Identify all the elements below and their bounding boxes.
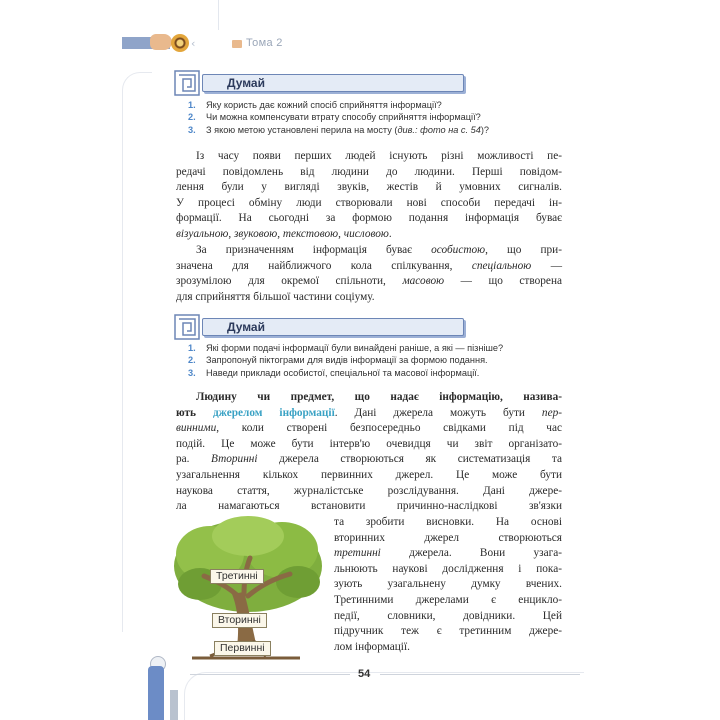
text-span: . Дані джерела можуть бути (334, 406, 542, 419)
question-item (188, 99, 489, 111)
term-special: спеціальною (471, 259, 532, 272)
text-line: вторинних джерел створюються (334, 531, 562, 544)
text-line (176, 243, 562, 259)
question-text: Яку користь дає кожний спосіб сприйняття інформації? (206, 100, 442, 110)
think-title-tab (202, 74, 464, 92)
text-line: Людину чи предмет, що надає інформацію, назива- (196, 391, 562, 403)
hand-icon (150, 34, 172, 50)
question-reference: див.: фото на с. 54 (397, 124, 481, 135)
text-span: , коли створені безпосередньо свідками під час (216, 422, 562, 435)
text-line: ла намагаються встановити причинно-наслідкові зв'язки (176, 500, 562, 513)
text-line: подій. Це може бути інтерв'ю очевидця чи звіт організато- (176, 437, 562, 450)
tree-label-primary: Первинні (214, 641, 271, 656)
text-line (176, 452, 562, 468)
separator: , (277, 227, 283, 240)
question-item (188, 111, 489, 123)
page-number: 54 (358, 668, 371, 680)
text-line: узагальнення кількох первинних джерел. Це може бути (176, 468, 562, 481)
term-text: текстовою (282, 227, 339, 240)
term-secondary: Вторинні (211, 453, 258, 466)
paragraph-2 (176, 243, 562, 305)
text-span: — що створена (444, 275, 563, 288)
question-text: Які форми подачі інформації були винайдені раніше, а які — пізніше? (206, 343, 504, 353)
question-number: 1. (188, 100, 196, 110)
text-span: За призначенням інформація буває (196, 244, 432, 256)
question-text: Наведи приклади особистої, спеціальної та масової інформації. (206, 367, 480, 378)
maze-icon (174, 314, 200, 340)
frame-line-left (122, 72, 152, 632)
think-title: Думай (227, 76, 265, 90)
text-span: — (531, 259, 562, 272)
term-mass: масовою (402, 275, 445, 288)
separator: , (338, 227, 344, 240)
text-line: зують узагальнену думку вчених. (334, 578, 562, 591)
text-span: джерела. Вони узага- (380, 547, 562, 560)
question-text: Чи можна компенсувати втрату способу сприйняття інформації? (206, 112, 481, 123)
frame-line-bottom (184, 672, 584, 720)
question-number: 2. (188, 355, 196, 366)
page-number-rule-right (380, 674, 580, 675)
text-line: У процесі обміну люди створювали нові способи передачі ін- (176, 196, 562, 209)
term-information-source: джерелом інформації (212, 406, 335, 419)
question-number: 1. (188, 343, 196, 353)
text-span: ра. (176, 453, 212, 466)
text-line (176, 421, 562, 437)
think-box-2 (174, 314, 564, 384)
text-span: джерела створюються як систематизація та (257, 453, 562, 466)
frame-line-top (218, 0, 219, 30)
term-numeric: числовою (343, 227, 389, 240)
separator: , (228, 227, 234, 240)
question-item (188, 354, 503, 366)
sources-tree-illustration (170, 514, 326, 660)
separator: . (388, 227, 392, 240)
term-primary: винними (176, 422, 217, 435)
paragraph-3-wrap (334, 515, 562, 655)
book-icon (232, 40, 242, 48)
chevron-left-icon: ‹ (191, 37, 196, 50)
tree-label-secondary: Вторинні (212, 613, 267, 628)
text-line: лом інформації. (334, 640, 410, 653)
page-number-rule-left (190, 674, 350, 675)
question-item (188, 367, 503, 379)
pin-icon (170, 690, 178, 720)
question-number: 3. (188, 367, 196, 378)
paragraph-3 (176, 390, 562, 515)
text-line: лення були у вигляді звуків, жестів й умовних сигналів. (176, 181, 562, 194)
think-title-tab (202, 318, 464, 336)
text-line: Третинними джерелами є енцикло- (334, 593, 562, 606)
text-line: льнюють наукові дослідження і пока- (334, 562, 562, 575)
term-personal: особистою (431, 244, 486, 256)
tree-icon (170, 514, 326, 660)
text-line (176, 227, 562, 243)
think-box-1 (174, 70, 564, 144)
text-span: , що при- (485, 244, 562, 256)
term-tertiary: третинні (334, 547, 381, 560)
text-line: та зробити висновки. На основі (334, 516, 562, 528)
text-line: Із часу появи перших людей існують різні можливості пе- (196, 150, 562, 162)
term-visual: візуальною (176, 227, 229, 240)
text-line (176, 274, 562, 290)
term-primary: пер- (541, 406, 562, 419)
text-span: значена для найближчого кола спілкування, (176, 259, 472, 272)
text-line: формації. На сьогодні за формою подання інформація буває (176, 212, 562, 225)
maze-icon (174, 70, 200, 96)
question-number: 3. (188, 124, 196, 135)
tree-label-tertiary: Третинні (210, 569, 264, 584)
think-title: Думай (227, 320, 265, 334)
ring-icon (171, 34, 189, 52)
text-line (176, 406, 562, 422)
volume-label: Тома 2 (246, 37, 283, 49)
question-list (188, 99, 489, 136)
question-text: Запропонуй піктограми для видів інформації за формою подання. (206, 355, 488, 366)
question-list (188, 342, 503, 379)
text-line: для сприйняття більшої частини соціуму. (176, 290, 375, 303)
term-audio: звуковою (233, 227, 278, 240)
text-line: редачі повідомлень від людини до людини. Перші повідом- (176, 165, 562, 178)
text-line (334, 546, 562, 562)
question-item (188, 124, 489, 136)
text-span: зрозумілою для окремої спільноти, (176, 275, 403, 288)
question-item (188, 342, 503, 354)
text-line (176, 259, 562, 275)
text-line: наукова стаття, журналістське розслідування. Дані джере- (176, 484, 562, 497)
text-line: підручник теж є третинним джере- (334, 625, 562, 638)
text-span: ють (176, 406, 213, 419)
question-number: 2. (188, 112, 196, 123)
text-line: педії, словники, довідники. Цей (334, 609, 562, 622)
hand-icon (148, 666, 164, 720)
question-text: З якою метою установлені перила на мосту ( (206, 124, 398, 135)
paragraph-1 (176, 149, 562, 243)
question-text-end: )? (480, 124, 490, 135)
